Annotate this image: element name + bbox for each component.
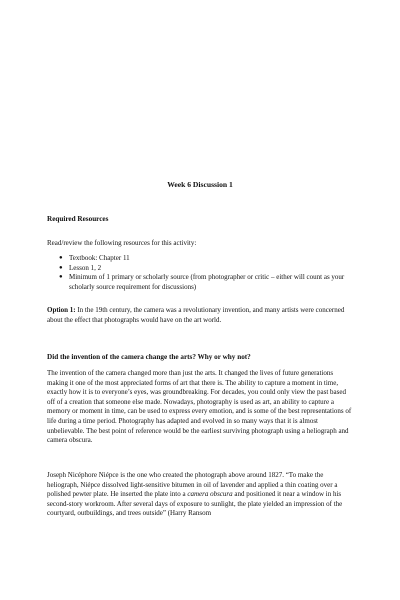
bullet-icon: ● [59,255,63,261]
required-resources-heading: Required Resources [47,215,109,223]
bullet-icon: ● [59,264,63,271]
list-item [47,254,353,264]
document-title: Week 6 Discussion 1 [167,180,233,189]
discussion-question-heading: Did the invention of the camera change the arts? Why or why not? [47,353,251,361]
bullet-icon: ● [59,274,63,281]
option-1-text: In the 19th century, the camera was a revolutionary invention, and many artists were concerned about the effect that photographs would have on the art world. [47,306,345,324]
list-item [47,273,353,292]
option-1-paragraph [47,306,353,325]
resource-item-scholarly-source: Minimum of 1 primary or scholarly source (from photographer or critic – either will count as your scholarly source requirement for discussions) [69,273,345,291]
read-review-intro: Read/review the following resources for this activity: [47,239,197,247]
option-1-label: Option 1: [47,306,76,314]
paragraph-2-text-b: and positioned it near a window in his second-story workroom. After several days of exposure to sunlight, the plate yielded an impression of the courtyard, outbuildings, and trees outside” (Harry Ransom [47,490,343,518]
camera-obscura-term: camera obscura [187,490,233,499]
resource-item-lessons: Lesson 1, 2 [69,263,102,272]
answer-paragraph-1: The invention of the camera changed more than just the arts. It changed the lives of future generations making it one of the most appreciated forms of art that there is. The ability to capture a moment in time, exactly how it is to everyone’s eyes, was groundbreaking. For decades, you could only view the past based off of a creation that someone else made. Nowadays, photography is used as art, an ability to capture a memory or moment in time, can be used to express every emotion, and is some of the best representations of life during a time period. Photography has adapted and evolved in so many ways that it is almost unbelievable. The best point of reference would be the earliest surviving photograph using a heliograph and camera obscura. [47,369,352,445]
list-item [47,264,353,274]
resource-item-textbook: Textbook: Chapter 11 [69,254,130,262]
answer-paragraph-2 [47,471,353,519]
resources-list [47,254,353,292]
paragraph-2-text-a: Joseph Nicéphore Niépce is the one who created the photograph above around 1827. “To make the heliograph, Niépce dissolved light-sensitive bitumen in oil of lavender and applied a thin coating over a polished pewter plate. He inserted the plate into a [47,471,338,499]
